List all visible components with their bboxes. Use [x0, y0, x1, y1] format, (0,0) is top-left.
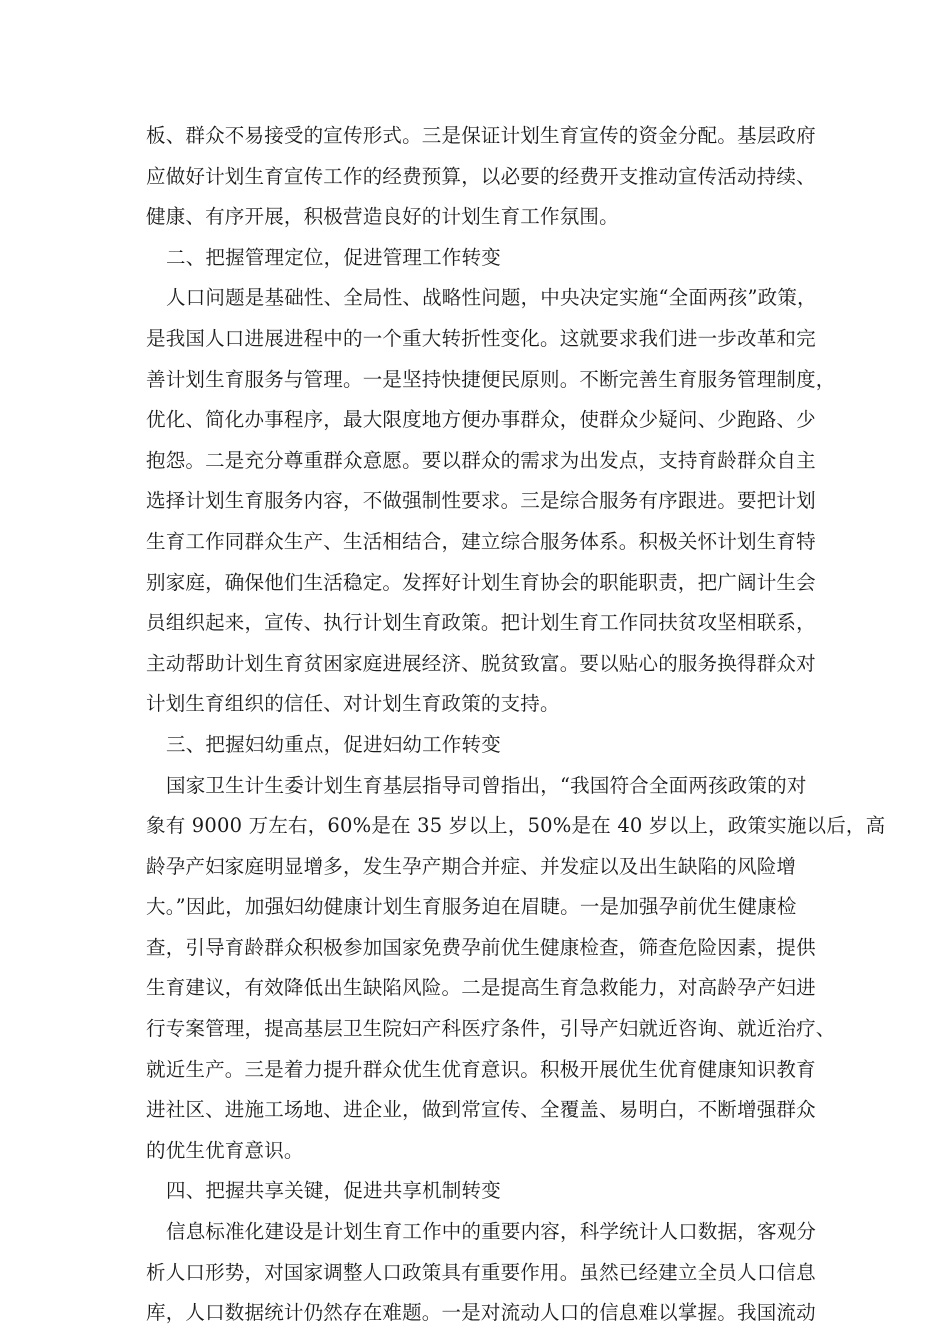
body-line: 善计划生育服务与管理。一是坚持快捷便民原则。不断完善生育服务管理制度，: [146, 367, 836, 391]
body-line: 抱怨。二是充分尊重群众意愿。要以群众的需求为出发点，支持育龄群众自主: [146, 448, 816, 472]
section-heading: 四、把握共享关键，促进共享机制转变: [166, 1179, 501, 1203]
body-line: 行专案管理，提高基层卫生院妇产科医疗条件，引导产妇就近咨询、就近治疗、: [146, 1017, 836, 1041]
section-heading: 三、把握妇幼重点，促进妇幼工作转变: [166, 732, 501, 756]
body-line: 库，人口数据统计仍然存在难题。一是对流动人口的信息难以掌握。我国流动: [146, 1301, 816, 1325]
paragraph-first-line: 国家卫生计生委计划生育基层指导司曾指出，“我国符合全面两孩政策的对: [166, 773, 807, 797]
body-line: 板、群众不易接受的宣传形式。三是保证计划生育宣传的资金分配。基层政府: [146, 124, 816, 147]
body-line: 员组织起来，宣传、执行计划生育政策。把计划生育工作同扶贫攻坚相联系，: [146, 611, 816, 635]
body-line: 龄孕产妇家庭明显增多，发生孕产期合并症、并发症以及出生缺陷的风险增: [146, 854, 797, 878]
body-line: 大。”因此，加强妇幼健康计划生育服务迫在眉睫。一是加强孕前优生健康检: [146, 895, 797, 919]
body-line: 进社区、进施工场地、进企业，做到常宣传、全覆盖、易明白，不断增强群众: [146, 1098, 816, 1122]
paragraph-first-line: 信息标准化建设是计划生育工作中的重要内容，科学统计人口数据，客观分: [166, 1220, 817, 1244]
document-page: [146, 116, 886, 1334]
body-line: 生育工作同群众生产、生活相结合，建立综合服务体系。积极关怀计划生育特: [146, 529, 816, 553]
body-line: 主动帮助计划生育贫困家庭进展经济、脱贫致富。要以贴心的服务换得群众对: [146, 651, 816, 675]
body-line: 的优生优育意识。: [146, 1138, 304, 1162]
body-line: 选择计划生育服务内容，不做强制性要求。三是综合服务有序跟进。要把计划: [146, 489, 816, 513]
paragraph-first-line: 人口问题是基础性、全局性、战略性问题，中央决定实施“全面两孩”政策，: [166, 286, 817, 310]
body-line: 是我国人口进展进程中的一个重大转折性变化。这就要求我们进一步改革和完: [146, 326, 816, 350]
body-line: 健康、有序开展，积极营造良好的计划生育工作氛围。: [146, 205, 619, 229]
body-line: 别家庭，确保他们生活稳定。发挥好计划生育协会的职能职责，把广阔计生会: [146, 570, 816, 594]
body-line: 析人口形势，对国家调整人口政策具有重要作用。虽然已经建立全员人口信息: [146, 1260, 816, 1284]
section-heading: 二、把握管理定位，促进管理工作转变: [166, 245, 501, 269]
body-line: 生育建议，有效降低出生缺陷风险。二是提高生育急救能力，对高龄孕产妇进: [146, 976, 816, 1000]
body-line: 优化、简化办事程序，最大限度地方便办事群众，使群众少疑问、少跑路、少: [146, 408, 816, 432]
body-line: 查，引导育龄群众积极参加国家免费孕前优生健康检查，筛查危险因素，提供: [146, 935, 816, 959]
body-line: 应做好计划生育宣传工作的经费预算，以必要的经费开支推动宣传活动持续、: [146, 164, 816, 188]
body-line: 计划生育组织的信任、对计划生育政策的支持。: [146, 692, 560, 716]
body-line: 象有 9000 万左右，60%是在 35 岁以上，50%是在 40 岁以上，政策实施以后，高: [146, 814, 886, 838]
body-line: 就近生产。三是着力提升群众优生优育意识。积极开展优生优育健康知识教育: [146, 1057, 816, 1081]
